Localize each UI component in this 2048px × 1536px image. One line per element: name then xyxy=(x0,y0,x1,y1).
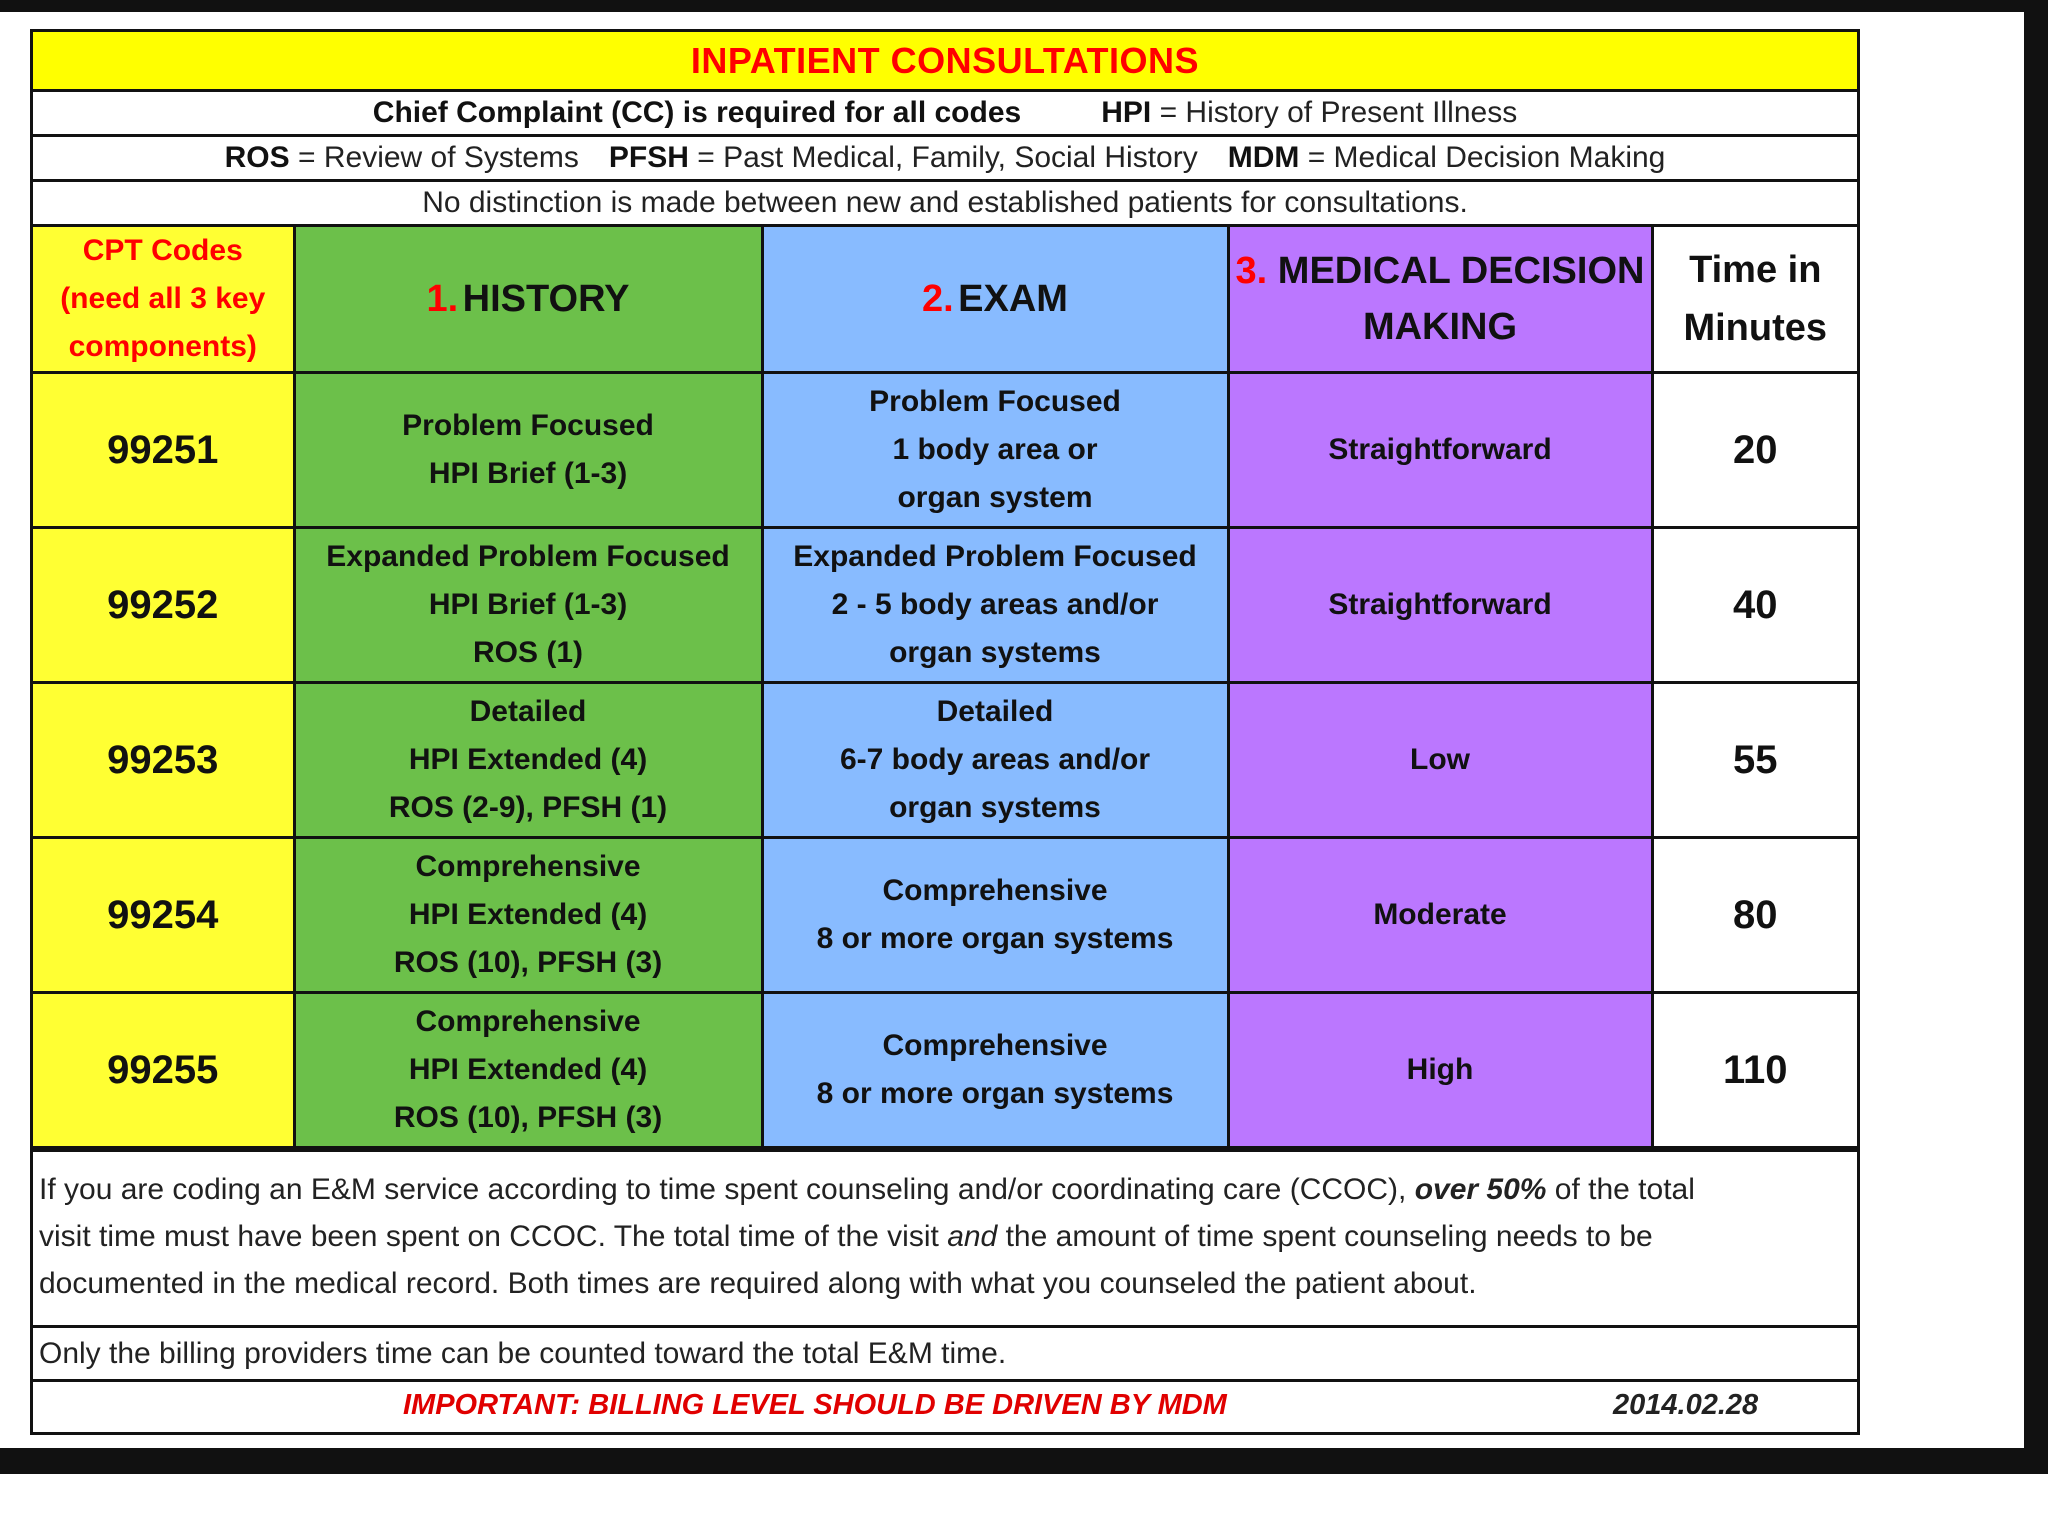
time-cell: 20 xyxy=(1652,373,1857,528)
time-cell: 55 xyxy=(1652,683,1857,838)
header-row xyxy=(33,227,1857,373)
ccoc-emphasis: and xyxy=(947,1220,998,1253)
mdm-cell: Low xyxy=(1228,683,1652,838)
cpt-code-cell: 99254 xyxy=(33,838,294,993)
header-mdm xyxy=(1228,227,1652,373)
ccoc-text: the amount of time spent counseling needs to be xyxy=(1005,1220,1653,1253)
exam-cell xyxy=(762,683,1228,838)
cpt-code-cell: 99253 xyxy=(33,683,294,838)
header-exam xyxy=(762,227,1228,373)
header-time-line1: Time in xyxy=(1689,249,1822,291)
mdm-cell: Straightforward xyxy=(1228,373,1652,528)
exam-line: Expanded Problem Focused xyxy=(793,540,1197,573)
cc-note: Chief Complaint (CC) is required for all codes xyxy=(372,96,1022,129)
history-line: Problem Focused xyxy=(402,409,654,442)
cpt-code-cell: 99255 xyxy=(33,993,294,1148)
hpi-def: = History of Present Illness xyxy=(1159,96,1518,129)
ccoc-text: visit time must have been spent on CCOC. The total time of the visit xyxy=(39,1220,939,1253)
header-cpt-codes xyxy=(33,227,294,373)
time-cell: 110 xyxy=(1652,993,1857,1148)
cpt-code-cell: 99251 xyxy=(33,373,294,528)
ros-abbr: ROS xyxy=(224,141,290,174)
history-line: HPI Extended (4) xyxy=(408,898,648,931)
header-history xyxy=(294,227,762,373)
time-cell: 80 xyxy=(1652,838,1857,993)
header-history-label: HISTORY xyxy=(462,278,630,320)
history-line: Comprehensive xyxy=(415,850,641,883)
table-row xyxy=(33,373,1857,528)
header-exam-number: 2. xyxy=(922,278,954,320)
exam-cell xyxy=(762,528,1228,683)
history-line: ROS (10), PFSH (3) xyxy=(393,946,663,979)
mdm-cell: Moderate xyxy=(1228,838,1652,993)
history-cell xyxy=(294,838,762,993)
footer xyxy=(33,1379,1857,1432)
history-line: HPI Brief (1-3) xyxy=(428,588,628,621)
exam-line: 6-7 body areas and/or xyxy=(839,743,1151,776)
history-line: Detailed xyxy=(469,695,587,728)
time-cell: 40 xyxy=(1652,528,1857,683)
mdm-cell: High xyxy=(1228,993,1652,1148)
table-row xyxy=(33,683,1857,838)
exam-line: Comprehensive xyxy=(882,874,1108,907)
exam-line: 1 body area or xyxy=(892,433,1098,466)
header-cpt-line: (need all 3 key xyxy=(60,282,266,315)
exam-line: 2 - 5 body areas and/or xyxy=(831,588,1159,621)
ccoc-text: of the total xyxy=(1554,1173,1695,1206)
cpt-code-cell: 99252 xyxy=(33,528,294,683)
history-line: HPI Extended (4) xyxy=(408,1053,648,1086)
revision-date: 2014.02.28 xyxy=(1613,1389,1759,1421)
exam-line: Problem Focused xyxy=(869,385,1121,418)
exam-line: Comprehensive xyxy=(882,1029,1108,1062)
exam-line: organ systems xyxy=(889,791,1101,824)
document-page xyxy=(0,12,2024,1448)
ros-def: = Review of Systems xyxy=(297,141,579,174)
history-line: Comprehensive xyxy=(415,1005,641,1038)
history-line: ROS (1) xyxy=(472,636,583,669)
top-border xyxy=(0,0,2048,12)
header-time-line2: Minutes xyxy=(1683,307,1828,349)
history-line: ROS (2-9), PFSH (1) xyxy=(388,791,668,824)
history-cell xyxy=(294,373,762,528)
mdm-def: = Medical Decision Making xyxy=(1307,141,1666,174)
info-row-cc-hpi xyxy=(33,92,1857,137)
table-row xyxy=(33,528,1857,683)
billing-time-note: Only the billing providers time can be counted toward the total E&M time. xyxy=(33,1325,1857,1379)
ccoc-emphasis: over 50% xyxy=(1414,1173,1547,1206)
codes-grid xyxy=(33,227,1857,1149)
exam-line: organ systems xyxy=(889,636,1101,669)
pfsh-abbr: PFSH xyxy=(608,141,689,174)
ccoc-text: documented in the medical record. Both times are required along with what you counseled the patient about. xyxy=(39,1267,1477,1300)
exam-line: organ system xyxy=(897,481,1093,514)
exam-line: 8 or more organ systems xyxy=(816,922,1174,955)
header-mdm-line1: MEDICAL DECISION xyxy=(1277,250,1645,292)
header-mdm-number: 3. xyxy=(1235,250,1268,292)
history-line: Expanded Problem Focused xyxy=(326,540,730,573)
history-cell xyxy=(294,683,762,838)
exam-cell xyxy=(762,993,1228,1148)
history-line: HPI Extended (4) xyxy=(408,743,648,776)
history-cell xyxy=(294,528,762,683)
ccoc-text: If you are coding an E&M service according to time spent counseling and/or coordinating care (CCOC), xyxy=(39,1173,1407,1206)
important-notice: IMPORTANT: BILLING LEVEL SHOULD BE DRIVEN BY MDM xyxy=(403,1389,1227,1421)
header-time xyxy=(1652,227,1857,373)
header-exam-label: EXAM xyxy=(958,278,1068,320)
history-cell xyxy=(294,993,762,1148)
ccoc-note xyxy=(33,1149,1857,1325)
info-row-abbreviations xyxy=(33,137,1857,182)
table-row xyxy=(33,993,1857,1148)
exam-line: 8 or more organ systems xyxy=(816,1077,1174,1110)
header-history-number: 1. xyxy=(426,278,459,320)
exam-cell xyxy=(762,838,1228,993)
exam-line: Detailed xyxy=(936,695,1054,728)
right-border xyxy=(2024,0,2048,1474)
pfsh-def: = Past Medical, Family, Social History xyxy=(697,141,1198,174)
hpi-abbr: HPI xyxy=(1101,96,1152,129)
history-line: HPI Brief (1-3) xyxy=(428,457,628,490)
page-title: INPATIENT CONSULTATIONS xyxy=(33,32,1857,92)
exam-cell xyxy=(762,373,1228,528)
mdm-abbr: MDM xyxy=(1227,141,1300,174)
table-row xyxy=(33,838,1857,993)
mdm-cell: Straightforward xyxy=(1228,528,1652,683)
history-line: ROS (10), PFSH (3) xyxy=(393,1101,663,1134)
bottom-border xyxy=(0,1448,2048,1474)
header-cpt-line: components) xyxy=(68,330,257,363)
header-mdm-line2: MAKING xyxy=(1362,306,1518,348)
consultations-table xyxy=(30,29,1860,1435)
header-cpt-line: CPT Codes xyxy=(82,234,243,267)
distinction-note: No distinction is made between new and established patients for consultations. xyxy=(33,182,1857,227)
